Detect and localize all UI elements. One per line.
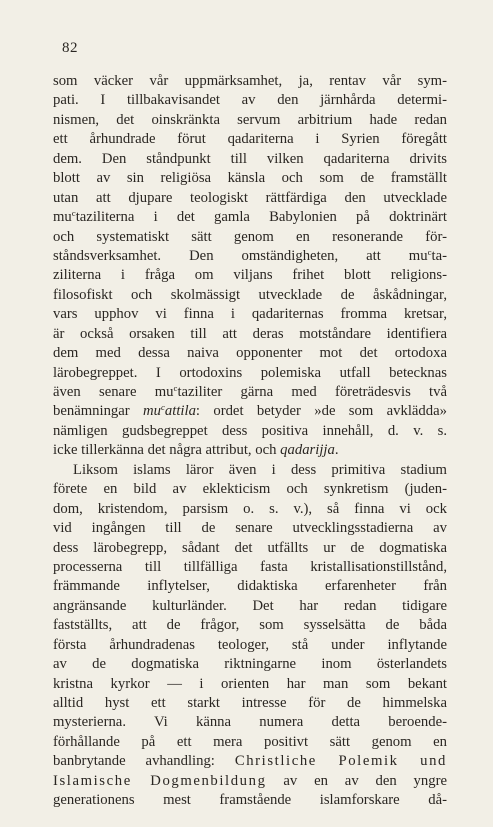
text-line: som väcker vår uppmärksamhet, ja, rentav vår sym- <box>53 73 447 89</box>
text-line: filosofiskt och skolmässigt utvecklade de åskådningar, <box>53 286 447 303</box>
text-line: och systematiskt sätt genom en resonerande för- <box>53 228 447 245</box>
ayin-superscript: c <box>173 383 178 394</box>
text-line: $mu^ctaziliterna$ i det gamla Babylonien på doktrinärt <box>53 208 447 226</box>
ayin-superscript: c <box>71 208 76 219</box>
text-line: blott av sin religiösa känsla och som de framställt <box>53 170 447 187</box>
text-line: mysterierna. Vi känna numera detta beroende- <box>53 714 447 731</box>
text-line: av de dogmatiska riktningarne inom österlandets <box>53 656 447 673</box>
text-line: dem. Den ståndpunkt till vilken qadariterna drivits <box>53 150 447 167</box>
text-line: ziliterna i fråga om viljans frihet blott religions- <box>53 267 447 284</box>
text-line: lärobegreppet. I ortodoxins polemiska utfall betecknas <box>53 364 447 381</box>
text-line: vars upphov vi finna i qadariternas fromma kretsar, <box>53 306 447 323</box>
text-line: pati. I tillbakavisandet av den järnhårda determi- <box>53 92 447 109</box>
text-line: utan att djupare teologiskt rättfärdiga den utvecklade <box>53 189 447 206</box>
text-line: förete en bild av eklekticism och synkretism (juden- <box>53 481 447 498</box>
text-line: förhållande på ett mera positivt sätt genom en <box>53 733 447 750</box>
text-line: fastställts, att de frågor, som sysselsätta de båda <box>53 617 447 634</box>
ayin-superscript: c <box>160 402 165 413</box>
text-line: dem med dessa naiva opponenter mot det ortodoxa <box>53 345 447 362</box>
text-line: processerna till tillfälliga fasta kristallisationstillstånd, <box>53 558 447 575</box>
text-line: dess lärobegrepp, sådant det utfällts ur de dogmatiska <box>53 539 447 556</box>
text-line: vid ingången till de senare utvecklingsstadierna av <box>53 520 447 537</box>
page-number: 82 <box>62 40 78 56</box>
text-line: generationens mest framstående islamforskare då- <box>53 792 447 809</box>
text-line: är också orsaken till att deras motståndare identifiera <box>53 325 447 342</box>
ayin-superscript: c <box>427 247 432 258</box>
text-line: icke tillerkänna det några attribut, och qadarijja. <box>53 442 339 459</box>
text-line: ståndsverksamhet. Den omständigheten, att $mu^cta-$ <box>53 247 447 264</box>
text-line: angränsande kulturländer. Det har redan tidigare <box>53 597 447 614</box>
text-line: ett århundrade förut qadariterna i Syrien föregått <box>53 131 447 148</box>
body-text <box>53 72 447 811</box>
text-line: benämningar $mu^cattila$: ordet betyder »de som avklädda» <box>53 402 447 420</box>
paragraph-start-line: Liksom islams läror även i dess primitiva stadium <box>73 461 447 478</box>
text-line: främmande inflytelser, didaktiska erfarenheter från <box>53 578 447 595</box>
term-qadarijja: qadarijja <box>280 442 335 459</box>
text-line: kristna kyrkor — i orienten har man som bekant <box>53 675 447 692</box>
text-line: nismen, det oinskränkta servum arbitrium hade redan <box>53 111 447 128</box>
text-line: dom, kristendom, parsism o. s. v.), så finna vi ock <box>53 500 447 517</box>
text-line: alltid hyst ett starkt intresse för de himmelska <box>53 695 447 711</box>
text-line: första århundradenas teologer, stå under inflytande <box>53 636 447 653</box>
text-line: även senare $mu^ctaziliter$ gärna med företrädesvis två <box>53 383 447 400</box>
title-christliche-polemik: Christliche Polemik und <box>234 753 447 770</box>
text-line: Islamische Dogmenbildung av en av den yngre <box>53 772 447 789</box>
text-line: nämligen gudsbegreppet dess positiva innehåll, d. v. s. <box>53 422 447 439</box>
title-islamische-dogmenbildung: Islamische Dogmenbildung <box>53 772 267 789</box>
text-line: banbrytande avhandling: Christliche Polemik und <box>53 753 447 770</box>
term-mutattila: $mu^cattila$ <box>143 402 196 420</box>
